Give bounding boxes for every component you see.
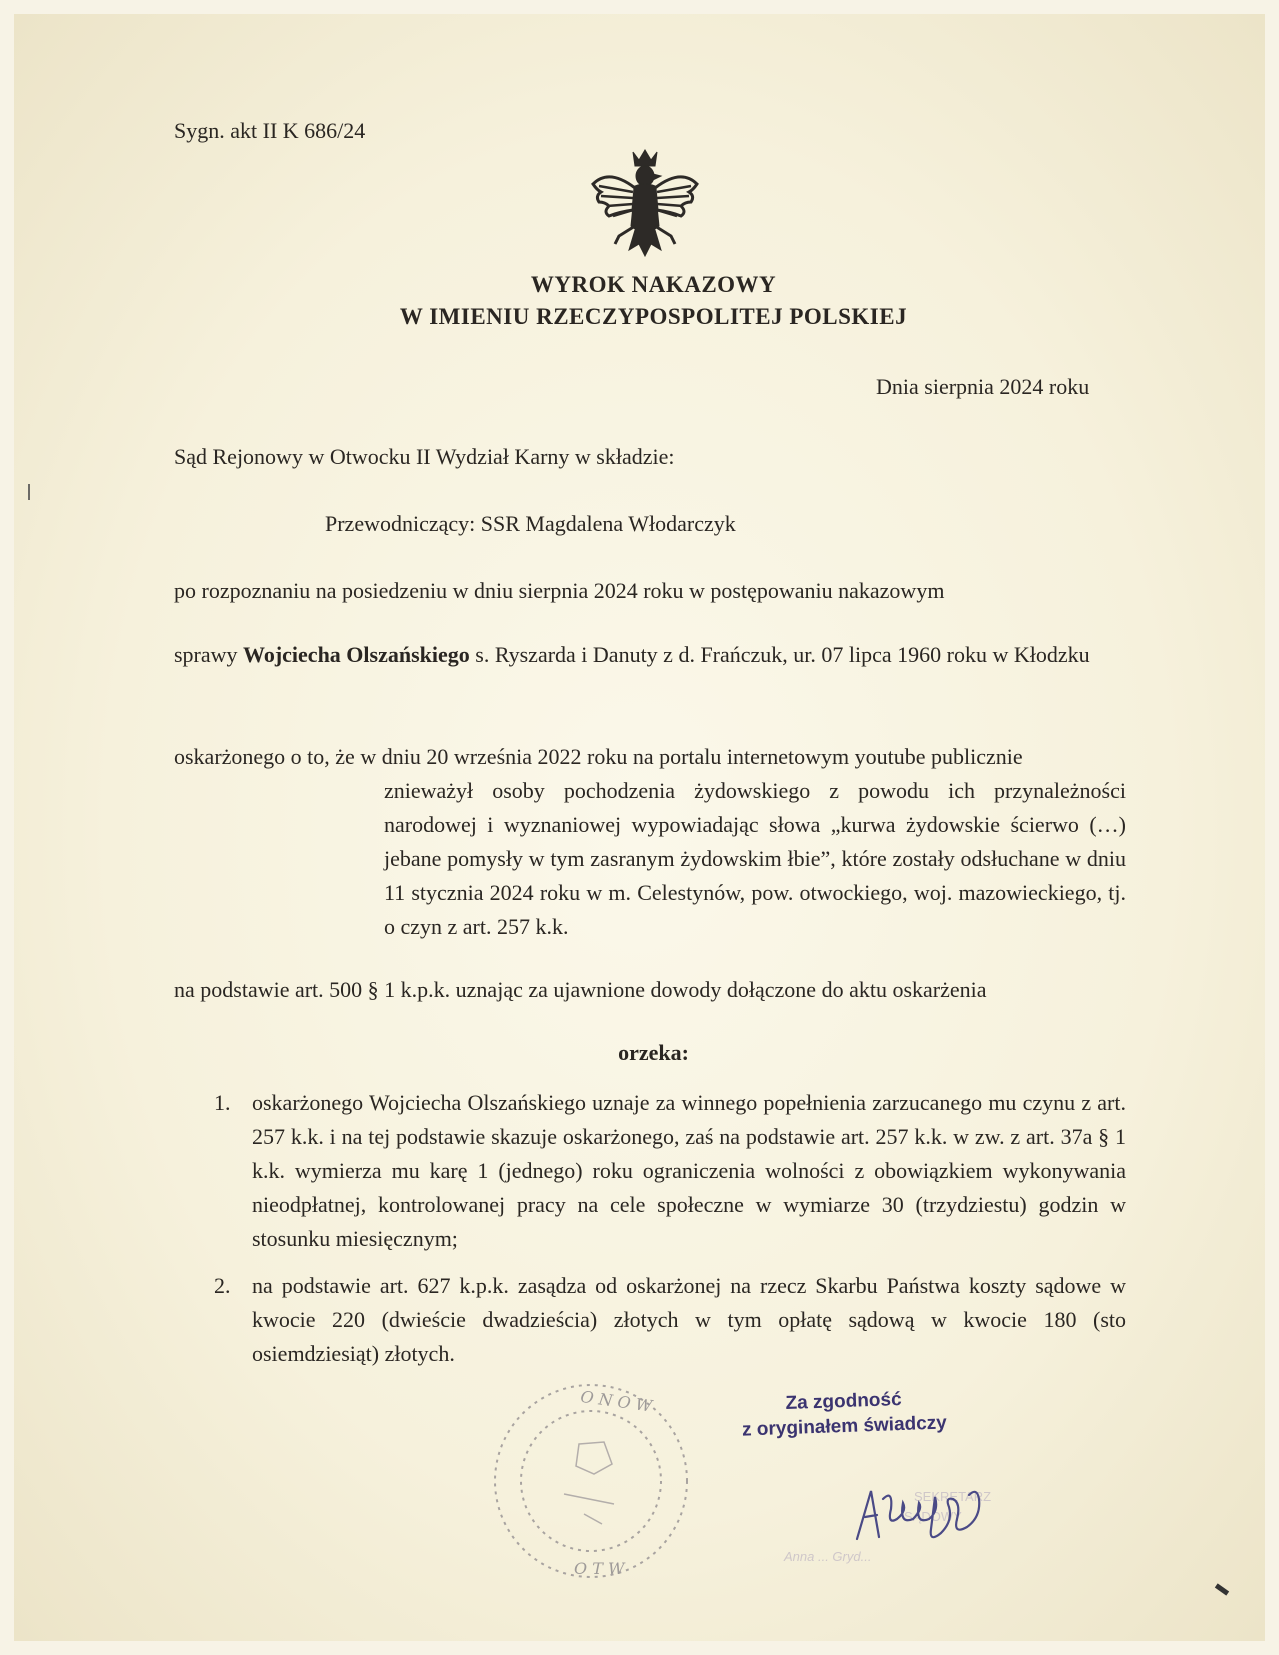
case-parties bbox=[174, 638, 1126, 672]
ruling-item-text: na podstawie art. 627 k.p.k. zasądza od oskarżonej na rzecz Skarbu Państwa koszty sądowe w kwocie 220 (dwieście dwadzieścia) złotych w tym opłatę sądową w kwocie 180 (sto osiemdziesiąt) złotych. bbox=[252, 1273, 1126, 1366]
certification-line-2: z oryginałem świadczy bbox=[741, 1412, 948, 1441]
case-number: Sygn. akt II K 686/24 bbox=[174, 118, 366, 143]
svg-text:O N O W: O N O W bbox=[579, 1386, 654, 1416]
document-subtitle: W IMIENIU RZECZYPOSPOLITEJ POLSKIEJ bbox=[399, 304, 908, 329]
legal-basis-line: na podstawie art. 500 § 1 k.p.k. uznając za ujawnione dowody dołączone do aktu oskarżenia bbox=[174, 977, 987, 1002]
ruling-header: orzeka: bbox=[618, 1040, 689, 1065]
ruling-item-number: 1. bbox=[214, 1090, 231, 1115]
defendant-details: s. Ryszarda i Danuty z d. Frańczuk, ur. 07 lipca 1960 roku w Kłodzku bbox=[469, 642, 1090, 667]
certification-line-1: Za zgodność bbox=[785, 1388, 902, 1415]
polish-eagle-emblem-icon bbox=[589, 146, 701, 266]
round-court-seal-icon bbox=[484, 1374, 699, 1589]
ruling-item-number: 2. bbox=[214, 1273, 231, 1298]
date-line: Dnia sierpnia 2024 roku bbox=[876, 374, 1090, 399]
hearing-line: po rozpoznaniu na posiedzeniu w dniu sierpnia 2024 roku w postępowaniu nakazowym bbox=[174, 578, 945, 603]
court-line: Sąd Rejonowy w Otwocku II Wydział Karny w składzie: bbox=[174, 444, 675, 469]
document-title: WYROK NAKAZOWY bbox=[530, 272, 777, 297]
handwritten-signature-icon bbox=[849, 1469, 1024, 1549]
ruling-item-text: oskarżonego Wojciecha Olszańskiego uznaje za winnego popełnienia zarzucanego mu czynu z art. 257 k.k. i na tej podstawie skazuje oskarżonego, zaś na podstawie art. 257 k.k. w zw. z art. 37a § 1 k.k. wymierza mu karę 1 (jednego) roku ograniczenia wolności z obowiązkiem wykonywania nieodpłatnej, kontrolowanej pracy na cele społeczne w wymiarze 30 (trzydziestu) godzin w stosunku miesięcznym; bbox=[252, 1090, 1126, 1251]
certification-stamp bbox=[713, 1384, 975, 1443]
faded-stamp-line: SEKRETARZ bbox=[914, 1489, 992, 1504]
svg-text:O T W: O T W bbox=[574, 1559, 625, 1578]
faded-stamp-line: Anna ... Gryd... bbox=[784, 1549, 872, 1564]
scan-mark bbox=[28, 484, 30, 500]
chair-line: Przewodniczący: SSR Magdalena Włodarczyk bbox=[325, 511, 736, 536]
scan-mark bbox=[1215, 1583, 1229, 1595]
faded-stamp-line: SĄDOWY bbox=[904, 1509, 962, 1524]
defendant-name: Wojciecha Olszańskiego bbox=[243, 642, 470, 667]
case-prefix: sprawy bbox=[174, 642, 244, 667]
charge-first-line: oskarżonego o to, że w dniu 20 września 2022 roku na portalu internetowym youtube publicznie bbox=[174, 744, 1023, 769]
charge-body: znieważył osoby pochodzenia żydowskiego z powodu ich przynależności narodowej i wyznaniowej wypowiadając słowa „kurwa żydowskie ścierwo (…) jebane pomysły w tym zasranym żydowskim łbie”, które zostały odsłuchane w dniu 11 stycznia 2024 roku w m. Celestynów, pow. otwockiego, woj. mazowieckiego, tj. o czyn z art. 257 k.k. bbox=[384, 778, 1126, 939]
